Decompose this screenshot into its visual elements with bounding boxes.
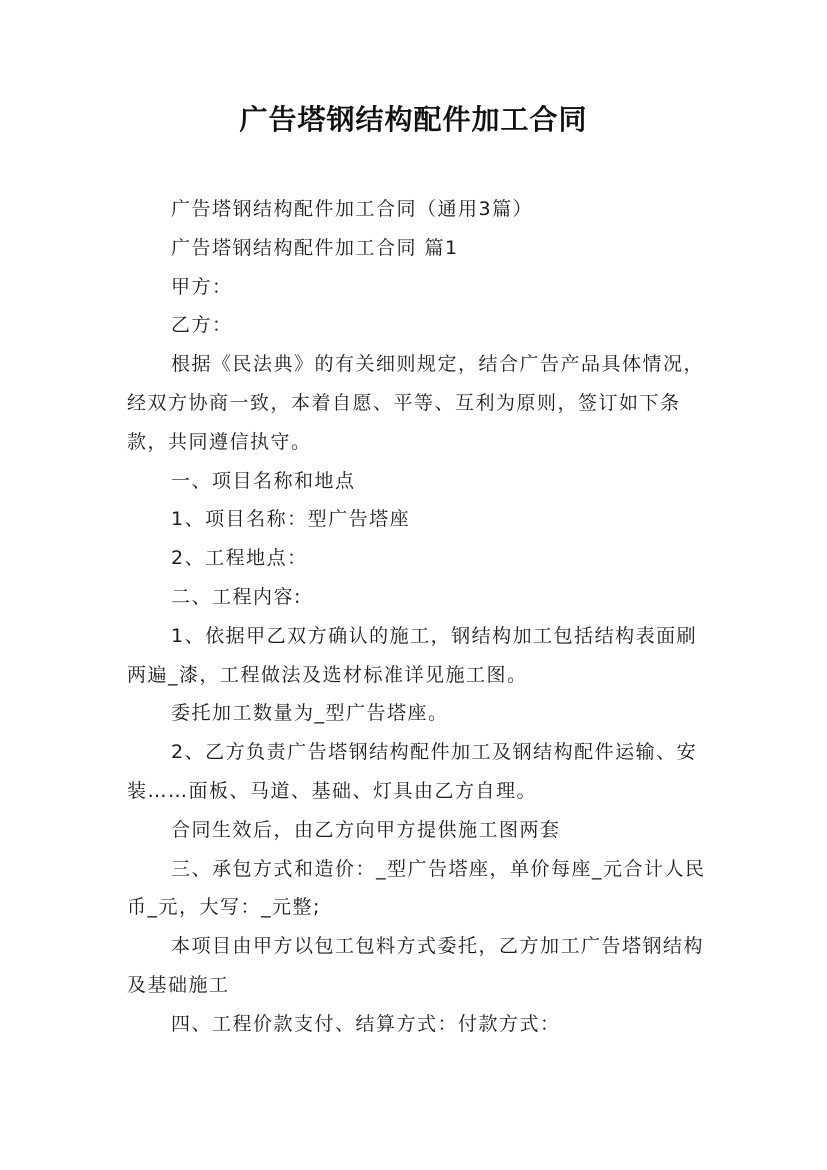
paragraph-quantity: 委托加工数量为_型广告塔座。 [171, 702, 449, 725]
paragraph-project-name: 1、项目名称：型广告塔座 [171, 508, 411, 531]
paragraph-drawings: 合同生效后，由乙方向甲方提供施工图两套 [171, 818, 561, 841]
paragraph-contracting-method: 本项目由甲方以包工包料方式委托，乙方加工广告塔钢结构及基础施工 [127, 935, 705, 996]
document-body [127, 190, 717, 1044]
paragraph-item-1-heading: 一、项目名称和地点 [171, 469, 356, 492]
paragraph-party-b: 乙方： [171, 314, 233, 337]
paragraph-project-location: 2、工程地点： [171, 547, 308, 570]
paragraph-preamble: 根据《民法典》的有关细则规定，结合广告产品具体情况，经双方协商一致，本着自愿、平等、互利为原则，签订如下条款，共同遵信执守。 [127, 353, 705, 453]
paragraph-item-3-pricing: 三、承包方式和造价：_型广告塔座，单价每座_元合计人民币_元，大写：_元整; [127, 857, 706, 919]
paragraph-item-2-heading: 二、工程内容: [171, 585, 302, 608]
paragraph-item-4-payment: 四、工程价款支付、结算方式：付款方式： [171, 1012, 561, 1035]
paragraph-construction-basis: 1、依据甲乙双方确认的施工，钢结构加工包括结构表面刷两遍_漆，工程做法及选材标准详见施工图。 [127, 624, 698, 686]
paragraph-subtitle: 广告塔钢结构配件加工合同（通用3篇） [171, 198, 534, 220]
document-title: 广告塔钢结构配件加工合同 [239, 103, 588, 136]
paragraph-party-b-duties: 2、乙方负责广告塔钢结构配件加工及钢结构配件运输、安装……面板、马道、基础、灯具由乙方自理。 [127, 741, 698, 802]
paragraph-party-a: 甲方： [171, 275, 233, 298]
paragraph-section-heading: 广告塔钢结构配件加工合同 篇1 [171, 236, 459, 259]
